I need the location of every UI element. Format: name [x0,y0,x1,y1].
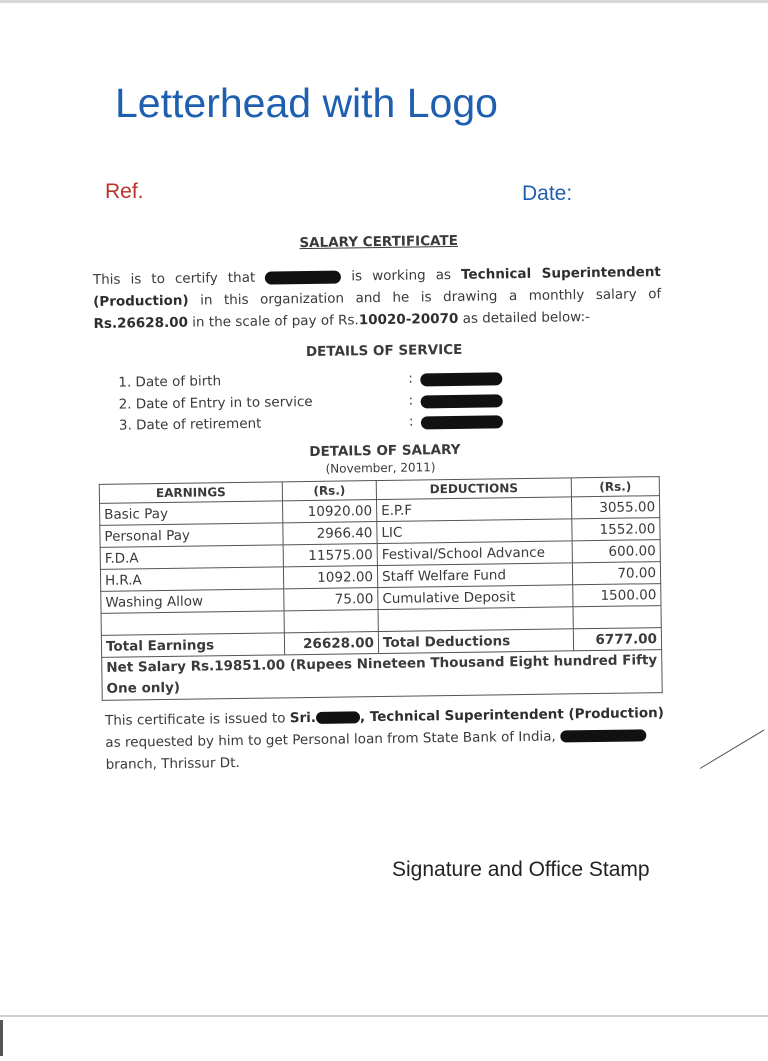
deduction-label: Staff Welfare Fund [377,563,572,588]
redacted-branch [560,729,646,742]
earning-amount: 2966.40 [283,522,377,545]
colon: : [408,392,414,409]
colon: : [408,413,414,430]
deduction-amount: 3055.00 [571,496,659,519]
earning-amount: 11575.00 [283,544,377,567]
redacted-name [316,711,360,724]
column-header: (Rs.) [282,481,376,501]
deduction-label: E.P.F [376,497,571,522]
earning-label: F.D.A [100,545,283,570]
service-heading: DETAILS OF SERVICE [305,341,463,361]
issued-designation: , Technical Superintendent (Production) [359,705,664,726]
earning-label: Washing Allow [101,589,284,614]
net-salary: Net Salary Rs.19851.00 (Rupees Nineteen Thousand Eight hundred Fifty One only) [102,650,663,701]
service-item-label: 1. Date of birth [118,373,222,391]
earning-label: Personal Pay [100,523,283,548]
deduction-label: LIC [377,519,572,544]
salary-month: (November, 2011) [325,460,436,476]
intro-text-2: is working as [351,266,452,285]
issued-text-1: This certificate is issued to [104,710,286,729]
redacted-value [421,415,503,429]
date-label: Date: [522,182,573,205]
letterhead-title: Letterhead with Logo [115,80,498,126]
service-item-label: 3. Date of retirement [118,415,262,434]
issued-text-3: branch, Thrissur Dt. [105,754,240,773]
total-earnings-amount: 26628.00 [284,632,378,655]
redacted-value [421,394,503,408]
signature-label: Signature and Office Stamp [392,858,650,881]
intro-salary: Rs.26628.00 [93,314,189,332]
intro-text-1: This is to certify that [92,269,256,288]
certificate-title: SALARY CERTIFICATE [299,232,459,252]
deduction-label: Cumulative Deposit [378,585,573,610]
earning-label: H.R.A [100,567,283,592]
total-deductions-label: Total Deductions [378,629,573,654]
net-salary-row [102,650,663,701]
service-item [119,412,519,439]
intro-text-4: in the scale of pay of Rs. [192,312,359,331]
deduction-amount: 1552.00 [572,518,660,541]
deduction-amount: 600.00 [572,540,660,563]
earning-label: Basic Pay [100,501,283,526]
column-header: DEDUCTIONS [376,478,571,500]
intro-text-5: as detailed below:- [462,309,591,327]
bottom-edge [0,1015,768,1017]
issued-text-2: as requested by him to get Personal loan from State Bank of India, [105,728,556,751]
service-list [118,369,519,439]
earning-amount: 1092.00 [283,566,377,589]
issued-paragraph [105,702,681,776]
ref-label: Ref. [105,180,144,203]
salary-table [99,476,663,701]
colon: : [408,370,413,387]
redacted-value [420,372,502,386]
earning-amount: 75.00 [284,588,378,611]
total-earnings-label: Total Earnings [101,633,284,658]
column-header: (Rs.) [571,477,659,497]
deduction-label: Festival/School Advance [377,541,572,566]
issued-sri: Sri. [289,709,317,727]
earning-amount: 10920.00 [283,500,377,523]
service-item-label: 2. Date of Entry in to service [118,393,313,413]
deduction-amount: 1500.00 [573,584,661,607]
intro-paragraph [93,261,662,335]
salary-heading: DETAILS OF SALARY [309,441,461,460]
total-deductions-amount: 6777.00 [573,628,661,651]
deduction-amount: 70.00 [572,562,660,585]
intro-text-3: in this organization and he is drawing a monthly salary of [200,286,662,309]
intro-designation: Technical Superintendent (Production) [93,264,661,310]
column-header: EARNINGS [99,482,282,504]
left-edge-mark [0,1020,3,1056]
intro-scale: 10020-20070 [358,310,459,329]
redacted-name [265,270,341,284]
